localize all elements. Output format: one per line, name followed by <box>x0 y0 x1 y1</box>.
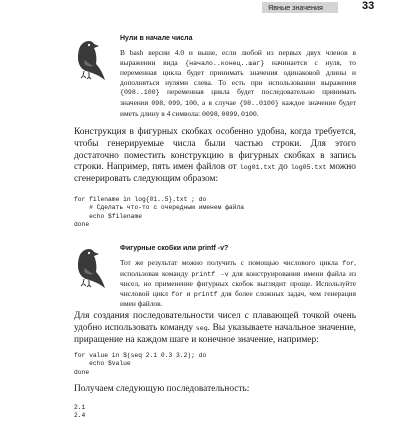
tip-body <box>120 34 356 119</box>
page-number: 33 <box>362 0 375 12</box>
code-listing: for value in $(seq 2.1 0.3 3.2); do echo $value done <box>74 352 207 376</box>
body-paragraph: Для создания последовательности чисел с плавающей точкой очень удобно использовать команду seq. Вы указываете начальное значение, приращение на каждом шаге и конечное значение, например: <box>74 311 356 345</box>
inline-code: 0099 <box>221 110 238 118</box>
inline-code: printf <box>193 290 218 298</box>
inline-code: for <box>342 260 355 267</box>
inline-code: {начало..конец..шаг} <box>185 59 265 67</box>
inline-code: 0098 <box>201 110 218 118</box>
tip-text: Тот же результат можно получить с помощью числового цикла for, использовав команду printf -v для конструирования имени файла из чисел, но применение фигурных скобок выглядит проще. Используйте числовой цикл for и printf для более сложных задач, чем генерация имен файлов. <box>120 258 357 309</box>
tip-heading: Нули в начале числа <box>120 35 193 42</box>
code-listing: 2.1 2.4 <box>74 404 86 420</box>
inline-code: 098 <box>151 99 164 107</box>
tip-text: В bash версии 4.0 и выше, если любой из первых двух членов в выражении вида {начало..конец..шаг} начинается с нуля, то переменная цикла будет принимать значения одинаковой длины и дополняться нулями слева. То есть при использовании выражения {098..100} переменная цикла будет последовательно принимать значения 098, 099, 100, а в случае {98..0100} каждое значение будет иметь длину в 4 символа: 0098, 0099, 0100. <box>120 48 357 118</box>
body-paragraph: Конструкция в фигурных скобках особенно удобна, когда требуется, чтобы генерируемые числа были частью строки. Для этого достаточно поместить конструкцию в фигурных скобках в запись строки. Например, пять имен файлов от log01.txt до log05.txt можно сгенерировать следующим образом: <box>74 127 356 185</box>
tip-body <box>120 244 356 309</box>
inline-code: 099 <box>168 99 181 107</box>
code-listing: for filename in log{01..5}.txt ; do # Сделать что-то с очередным именем файла echo $filename done <box>74 196 245 228</box>
section-title: Явные значения <box>268 3 323 12</box>
bird-icon <box>72 246 108 290</box>
running-header <box>0 0 420 14</box>
body-paragraph: Получаем следующую последовательность: <box>74 384 250 394</box>
inline-code: log01.txt <box>239 164 276 172</box>
inline-code: printf -v <box>191 270 229 278</box>
inline-code: {098..100} <box>120 89 160 97</box>
inline-code: log05.txt <box>290 164 327 172</box>
tip-heading: Фигурные скобки или printf -v? <box>120 245 229 252</box>
inline-code: 0100 <box>241 110 257 118</box>
inline-code: {98..0100} <box>239 99 279 107</box>
inline-code: seq <box>195 324 208 332</box>
bird-icon <box>72 38 108 82</box>
inline-code: 100 <box>185 99 197 107</box>
inline-code: for <box>171 290 184 298</box>
